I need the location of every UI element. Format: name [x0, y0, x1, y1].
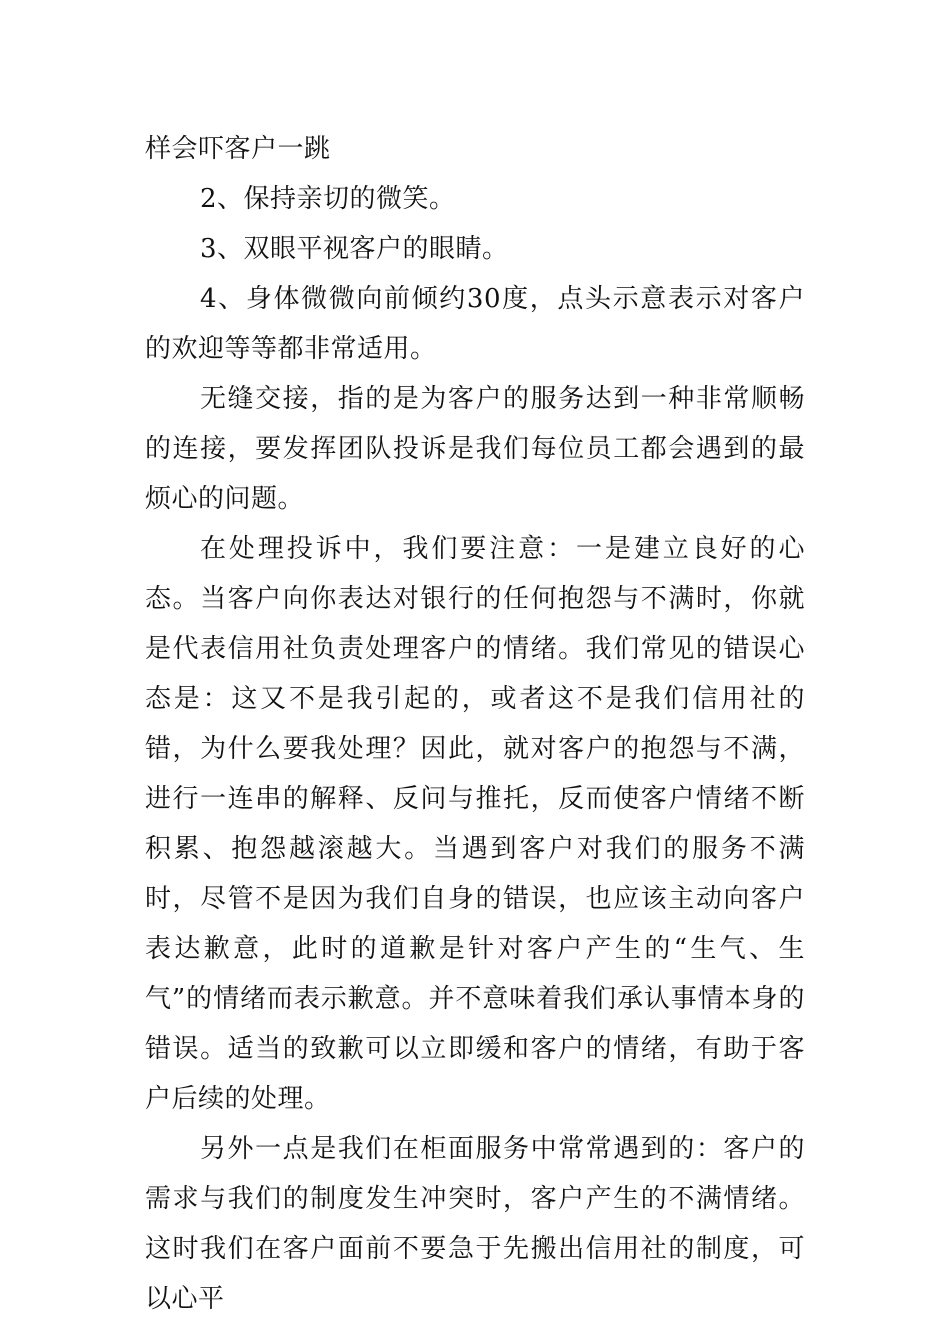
paragraph-counter-service: 另外一点是我们在柜面服务中常常遇到的：客户的需求与我们的制度发生冲突时，客户产生的不满情绪。这时我们在客户面前不要急于先搬出信用社的制度，可以心平 — [145, 1134, 805, 1314]
paragraph-seamless-handoff: 无缝交接，指的是为客户的服务达到一种非常顺畅的连接，要发挥团队投诉是我们每位员工都会遇到的最烦心的问题。 — [145, 384, 805, 514]
paragraph-list-item-2: 2、保持亲切的微笑。 — [200, 184, 456, 214]
document-body — [145, 124, 805, 1324]
paragraph-continuation: 样会吓客户一跳 — [145, 134, 331, 164]
paragraph-list-item-4: 4、身体微微向前倾约30度，点头示意表示对客户的欢迎等等都非常适用。 — [145, 284, 805, 364]
paragraph-complaint-handling: 在处理投诉中，我们要注意：一是建立良好的心态。当客户向你表达对银行的任何抱怨与不满时，你就是代表信用社负责处理客户的情绪。我们常见的错误心态是：这又不是我引起的，或者这不是我们信用社的错，为什么要我处理？因此，就对客户的抱怨与不满，进行一连串的解释、反问与推托，反而使客户情绪不断积累、抱怨越滚越大。当遇到客户对我们的服务不满时，尽管不是因为我们自身的错误，也应该主动向客户表达歉意，此时的道歉是针对客户产生的“生气、生气”的情绪而表示歉意。并不意味着我们承认事情本身的错误。适当的致歉可以立即缓和客户的情绪，有助于客户后续的处理。 — [145, 534, 805, 1114]
paragraph-list-item-3: 3、双眼平视客户的眼睛。 — [200, 234, 509, 264]
